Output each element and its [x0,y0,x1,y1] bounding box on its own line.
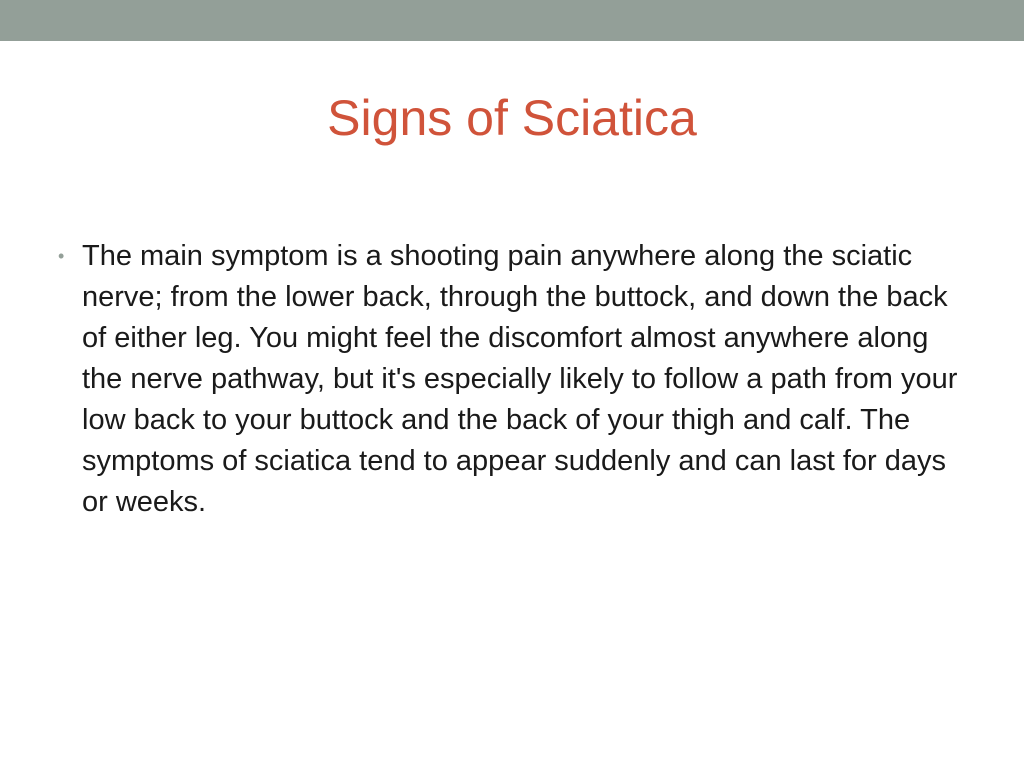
bullet-icon: • [58,246,65,266]
slide-body [58,236,968,523]
bullet-item [58,236,968,523]
slide-title: Signs of Sciatica [327,90,697,146]
top-accent-bar [0,0,1024,41]
bullet-text: The main symptom is a shooting pain anywhere along the sciatic nerve; from the lower back, through the buttock, and down the back of either leg. You might feel the discomfort almost anywhere along the nerve pathway, but it's especially likely to follow a path from your low back to your buttock and the back of your thigh and calf. The symptoms of sciatica tend to appear suddenly and can last for days or weeks. [82,240,958,518]
